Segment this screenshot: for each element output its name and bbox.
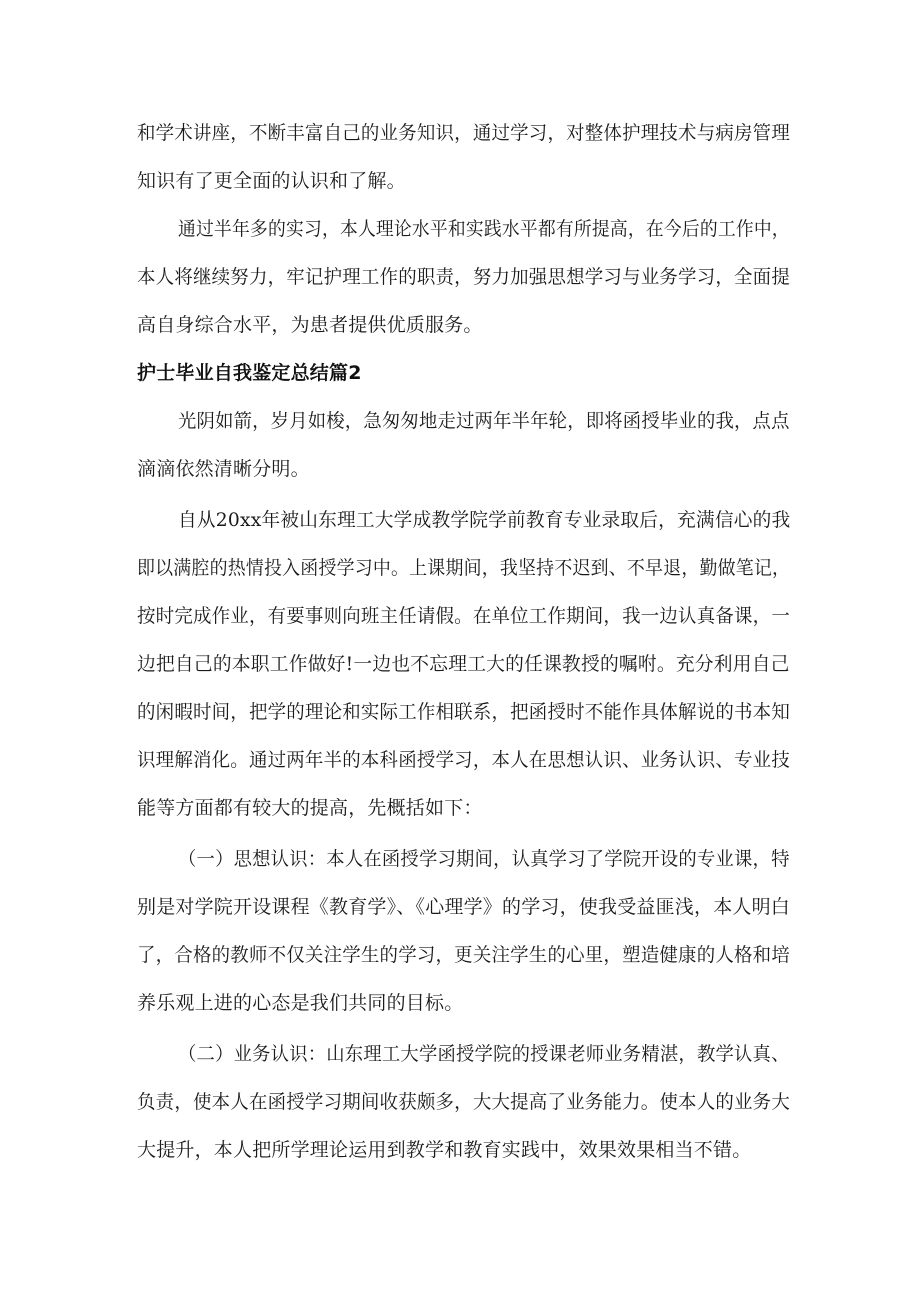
- text-line: （二）业务认识：山东理工大学函授学院的授课老师业务精湛，教学认真、: [178, 1043, 790, 1065]
- text-line: （一）思想认识：本人在函授学习期间，认真学习了学院开设的专业课，特: [178, 848, 790, 870]
- text-line: 知识有了更全面的认识和了解。: [137, 170, 406, 192]
- text-line: 即以满腔的热情投入函授学习中。上课期间，我坚持不迟到、不早退，勤做笔记，: [137, 557, 791, 579]
- text-line: 本人将继续努力，牢记护理工作的职责，努力加强思想学习与业务学习，全面提: [137, 266, 790, 288]
- text-line: 高自身综合水平，为患者提供优质服务。: [137, 314, 483, 336]
- text-line: 按时完成作业，有要事则向班主任请假。在单位工作期间，我一边认真备课，一: [137, 605, 790, 627]
- section-heading: 护士毕业自我鉴定总结篇2: [137, 362, 362, 384]
- text-line: 边把自己的本职工作做好!一边也不忘理工大的任课教授的嘱咐。充分利用自己: [137, 653, 790, 675]
- text-line: 大提升，本人把所学理论运用到教学和教育实践中，效果效果相当不错。: [137, 1139, 752, 1161]
- text-line: 自从20xx年被山东理工大学成教学院学前教育专业录取后，充满信心的我: [178, 509, 791, 531]
- text-line: 滴滴依然清晰分明。: [137, 458, 310, 480]
- text-line: 的闲暇时间，把学的理论和实际工作相联系，把函授时不能作具体解说的书本知: [137, 701, 790, 723]
- text-line: 了，合格的教师不仅关注学生的学习，更关注学生的心里，塑造健康的人格和培: [137, 944, 790, 966]
- text-line: 负责，使本人在函授学习期间收获颇多，大大提高了业务能力。使本人的业务大: [137, 1091, 790, 1113]
- text-line: 别是对学院开设课程《教育学》、《心理学》的学习，使我受益匪浅，本人明白: [137, 896, 791, 918]
- text-line: 识理解消化。通过两年半的本科函授学习，本人在思想认识、业务认识、专业技: [137, 749, 790, 771]
- text-line: 能等方面都有较大的提高，先概括如下：: [137, 797, 483, 819]
- text-line: 通过半年多的实习，本人理论水平和实践水平都有所提高，在今后的工作中，: [178, 218, 790, 240]
- text-line: 光阴如箭，岁月如梭，急匆匆地走过两年半年轮，即将函授毕业的我，点点: [178, 410, 790, 432]
- text-line: 和学术讲座，不断丰富自己的业务知识，通过学习，对整体护理技术与病房管理: [137, 122, 790, 144]
- text-line: 养乐观上进的心态是我们共同的目标。: [137, 992, 464, 1014]
